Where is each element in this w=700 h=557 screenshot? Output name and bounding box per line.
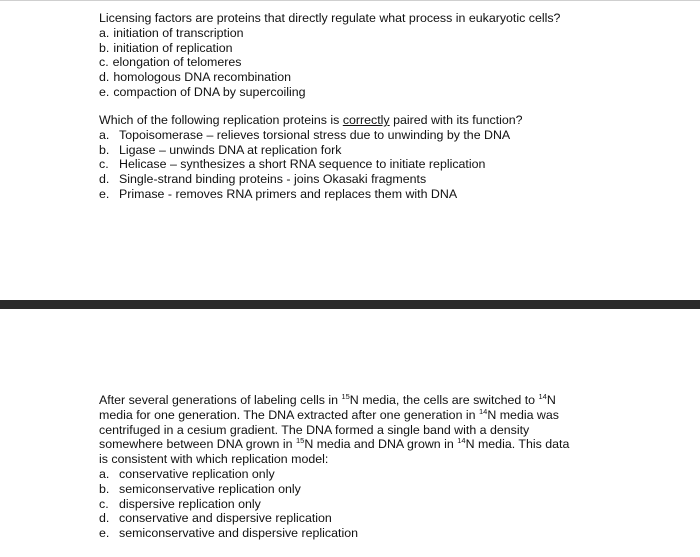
answer-option-e[interactable] (99, 187, 689, 202)
option-letter: d. (99, 70, 110, 85)
stem-text-after: paired with its function? (389, 113, 523, 127)
isotope-superscript-14: 14 (479, 406, 488, 416)
stem-text: N media was (487, 407, 559, 422)
stem-text: N media and DNA grown in (304, 437, 458, 452)
option-text: conservative replication only (119, 466, 275, 481)
option-letter: c. (99, 496, 109, 511)
page-divider (0, 300, 700, 309)
stem-text-before: Which of the following replication proteins is (99, 113, 343, 127)
question-licensing-factors (99, 11, 689, 100)
option-letter: d. (99, 172, 110, 187)
option-text: semiconservative and dispersive replication (119, 526, 358, 541)
option-text: Topoisomerase – relieves torsional stress due to unwinding by the DNA (119, 127, 511, 142)
question-stem: Licensing factors are proteins that directly regulate what process in eukaryotic cells? (99, 11, 561, 25)
option-text: Helicase – synthesizes a short RNA sequence to initiate replication (119, 157, 486, 172)
question-stem-line-1 (99, 393, 689, 408)
answer-option-b[interactable] (99, 41, 689, 56)
option-text: Ligase – unwinds DNA at replication fork (119, 142, 342, 157)
option-text: homologous DNA recombination (113, 70, 292, 85)
option-text: elongation of telomeres (112, 55, 242, 70)
isotope-superscript-14: 14 (538, 392, 547, 401)
stem-text: somewhere between DNA grown in (99, 437, 296, 452)
stem-text: N media. This data (465, 437, 570, 452)
answer-option-c[interactable] (99, 55, 689, 70)
option-letter: e. (99, 84, 110, 99)
answer-option-a[interactable] (99, 26, 689, 41)
question-replication-model (99, 393, 689, 541)
option-letter: b. (99, 142, 110, 157)
option-text: Primase - removes RNA primers and replaces them with DNA (119, 186, 458, 201)
option-text: semiconservative replication only (119, 481, 301, 496)
option-letter: b. (99, 40, 110, 55)
option-text: compaction of DNA by supercoiling (113, 84, 306, 99)
answer-option-c[interactable] (99, 157, 689, 172)
stem-text: N media, the cells are switched to (349, 393, 539, 407)
option-text: initiation of transcription (113, 25, 244, 40)
stem-text: N (546, 393, 556, 407)
answer-option-e[interactable] (99, 526, 689, 541)
question-stem-line-4 (99, 437, 689, 452)
answer-option-c[interactable] (99, 497, 689, 512)
option-letter: a. (99, 127, 110, 142)
isotope-superscript-15: 15 (341, 392, 350, 401)
option-letter: c. (99, 55, 109, 70)
option-text: initiation of replication (113, 40, 233, 55)
page-top-border (0, 0, 700, 1)
answer-option-b[interactable] (99, 143, 689, 158)
isotope-superscript-15: 15 (295, 436, 305, 446)
answer-option-a[interactable] (99, 467, 689, 482)
answer-option-d[interactable] (99, 511, 689, 526)
question-stem-line-3: centrifuged in a cesium gradient. The DNA formed a single band with a density (99, 422, 530, 437)
isotope-superscript-14: 14 (457, 436, 466, 446)
answer-option-b[interactable] (99, 482, 689, 497)
answer-option-e[interactable] (99, 85, 689, 100)
option-letter: e. (99, 186, 110, 201)
option-letter: a. (99, 25, 110, 40)
answer-option-d[interactable] (99, 70, 689, 85)
option-letter: a. (99, 466, 110, 481)
option-text: dispersive replication only (119, 496, 261, 511)
question-stem (99, 113, 689, 128)
question-stem-line-5: is consistent with which replication model: (99, 452, 329, 467)
option-letter: c. (99, 157, 109, 172)
option-letter: b. (99, 481, 110, 496)
stem-underlined-word: correctly (342, 113, 390, 127)
answer-option-a[interactable] (99, 128, 689, 143)
question-replication-proteins (99, 113, 689, 202)
stem-text: media for one generation. The DNA extracted after one generation in (99, 407, 479, 422)
option-letter: e. (99, 526, 110, 541)
question-stem-line-2 (99, 408, 689, 423)
option-text: Single-strand binding proteins - joins Okasaki fragments (119, 172, 427, 187)
option-text: conservative and dispersive replication (119, 511, 332, 526)
answer-option-d[interactable] (99, 172, 689, 187)
option-letter: d. (99, 511, 110, 526)
stem-text: After several generations of labeling cells in (99, 393, 342, 407)
